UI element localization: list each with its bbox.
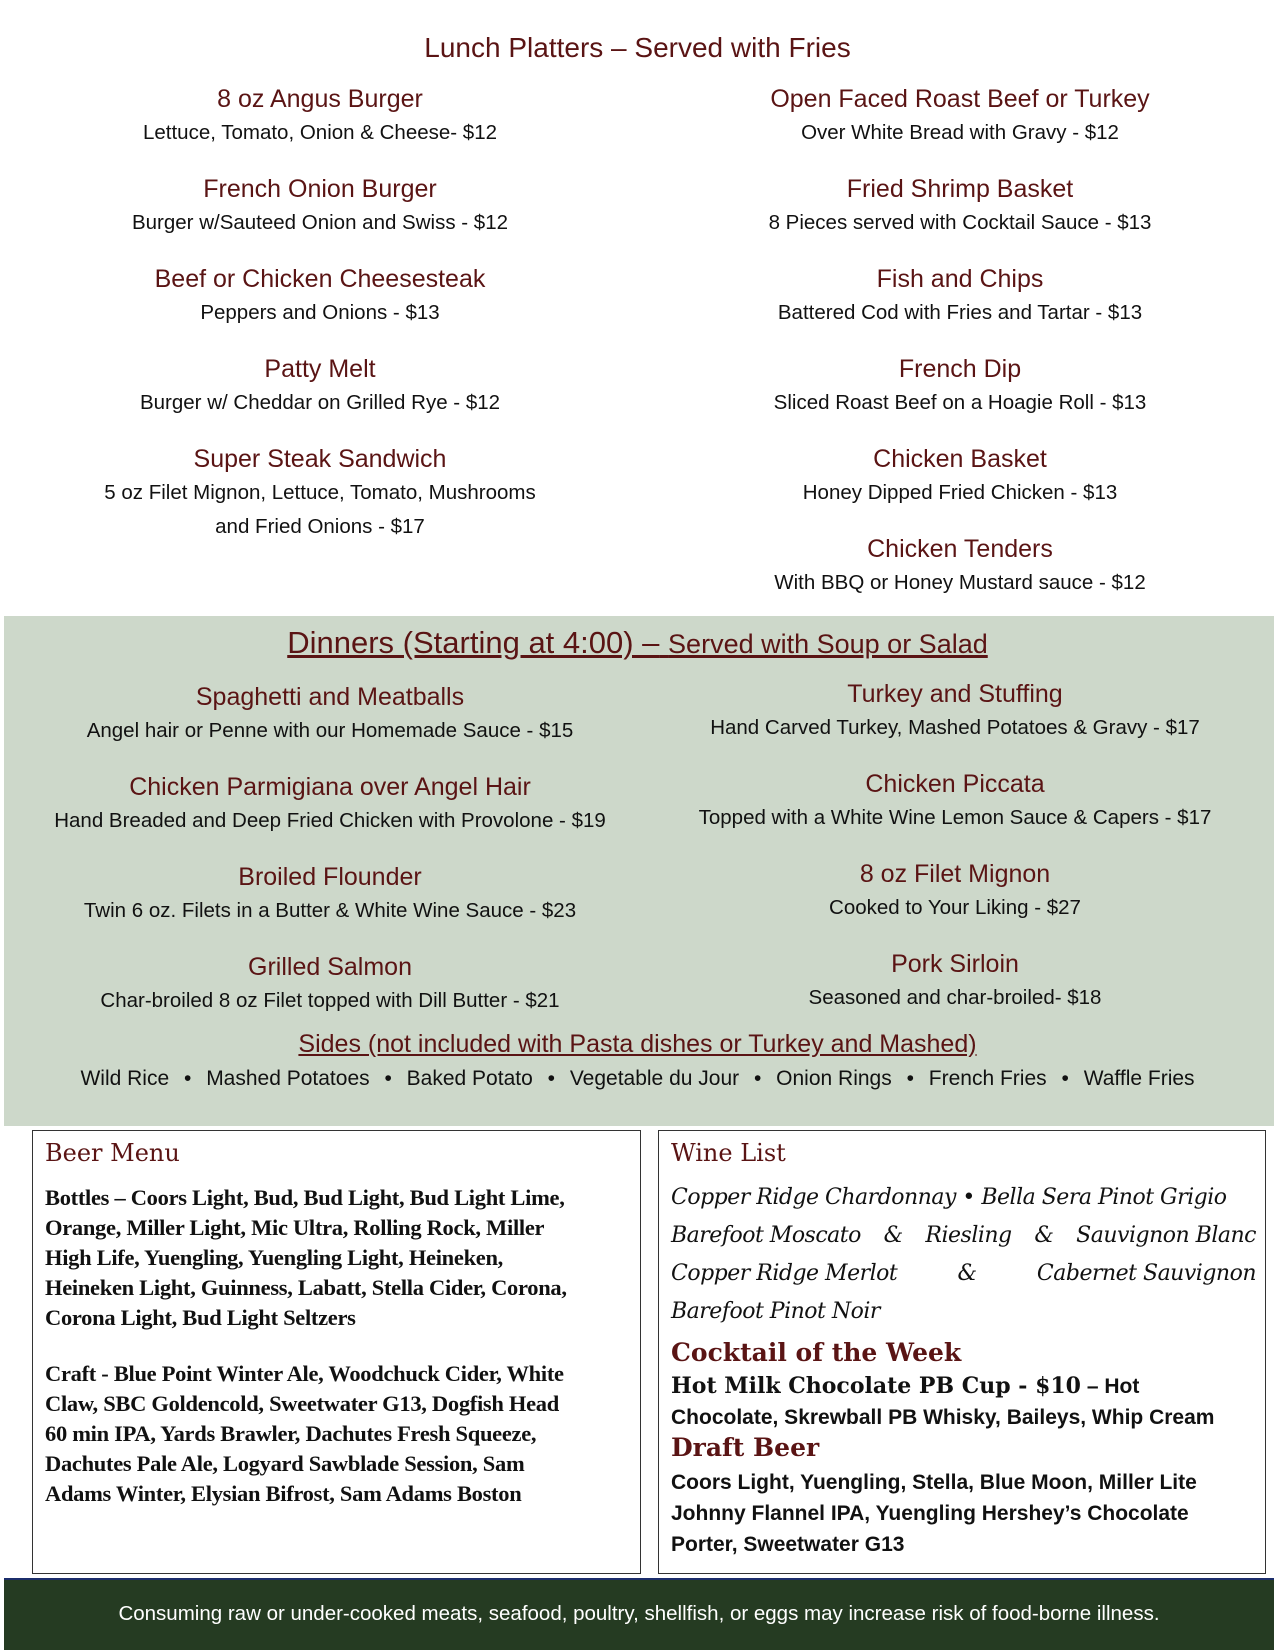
item-name: Spaghetti and Meatballs [195,683,465,711]
menu-item [10,950,650,1018]
item-desc: Cooked to Your Liking - $27 [829,896,1081,919]
menu-item [655,677,1255,745]
item-name: Beef or Chicken Cheesesteak [154,265,486,293]
draft-beer-list [671,1467,1256,1560]
wine-amp: & [1034,1223,1054,1248]
menu-item [40,352,600,420]
item-name: Fried Shrimp Basket [846,175,1074,203]
bottles-line: Heineken Light, Guinness, Labatt, Stella Cider, Corona, [45,1275,567,1300]
bullet-separator: • [183,1067,192,1090]
menu-item [40,262,600,330]
item-desc: Hand Carved Turkey, Mashed Potatoes & Gravy - $17 [710,716,1200,739]
bottles-line: Corona Light, Bud Light Seltzers [45,1305,356,1330]
side-item: French Fries [928,1067,1047,1090]
item-desc: Topped with a White Wine Lemon Sauce & Capers - $17 [698,806,1212,829]
item-name: Pork Sirloin [891,950,1019,978]
draft-beer-title: Draft Beer [671,1433,820,1462]
item-desc: Char-broiled 8 oz Filet topped with Dill Butter - $21 [100,989,560,1012]
craft-line: 60 min IPA, Yards Brawler, Dachutes Fresh Squeeze, [45,1421,537,1446]
menu-item [10,860,650,928]
bullet-separator: • [906,1067,914,1090]
item-name: Grilled Salmon [248,953,412,981]
item-desc: Battered Cod with Fries and Tartar - $13 [777,301,1143,324]
wine-amp: & [957,1261,977,1286]
wine-list-title: Wine List [671,1139,786,1167]
item-name: Chicken Tenders [867,535,1053,563]
side-item: Mashed Potatoes [206,1067,370,1090]
menu-item [680,532,1240,600]
item-name: Chicken Parmigiana over Angel Hair [129,773,531,801]
menu-item [680,442,1240,510]
item-name: Turkey and Stuffing [847,680,1063,708]
item-name: Patty Melt [264,355,376,383]
draft-line: Johnny Flannel IPA, Yuengling Hershey’s Chocolate [671,1502,1189,1525]
item-desc: Angel hair or Penne with our Homemade Sauce - $15 [86,719,574,742]
item-desc: Honey Dipped Fried Chicken - $13 [802,481,1118,504]
draft-line: Coors Light, Yuengling, Stella, Blue Moon, Miller Lite [671,1471,1197,1494]
craft-line: Claw, SBC Goldencold, Sweetwater G13, Dogfish Head [45,1391,559,1416]
item-name: Chicken Piccata [865,770,1045,798]
item-name: 8 oz Filet Mignon [859,860,1051,888]
item-desc: Sliced Roast Beef on a Hoagie Roll - $13 [773,391,1147,414]
item-desc: Hand Breaded and Deep Fried Chicken with Provolone - $19 [54,809,606,832]
item-name: French Dip [898,355,1022,383]
menu-item [655,857,1255,925]
menu-item [680,352,1240,420]
menu-item [680,172,1240,240]
wine-line: Barefoot Pinot Noir [671,1299,880,1324]
side-item: Wild Rice [80,1067,170,1090]
side-item: Baked Potato [406,1067,533,1090]
item-name: Chicken Basket [873,445,1047,473]
wine-line [671,1255,1256,1293]
draft-line: Porter, Sweetwater G13 [671,1533,905,1556]
craft-line: Adams Winter, Elysian Bifrost, Sam Adams Boston [45,1481,522,1506]
beer-menu-box [32,1130,641,1574]
item-desc: Twin 6 oz. Filets in a Butter & White Wine Sauce - $23 [83,899,577,922]
beer-menu-title: Beer Menu [45,1139,180,1167]
item-name: Broiled Flounder [238,863,422,891]
cocktail-desc-start: – Hot [1086,1375,1140,1398]
item-name: Fish and Chips [876,265,1044,293]
item-desc: Seasoned and char-broiled- $18 [808,986,1102,1009]
item-desc: 5 oz Filet Mignon, Lettuce, Tomato, Mushrooms [104,481,536,504]
bottles-line: High Life, Yuengling, Yuengling Light, Heineken, [45,1245,504,1270]
menu-item [680,262,1240,330]
menu-item [40,82,600,150]
wine-name: Sauvignon Blanc [1076,1223,1256,1248]
food-safety-notice: Consuming raw or under-cooked meats, seafood, poultry, shellfish, or eggs may increase risk of food-borne illness. [118,1602,1160,1625]
menu-item [40,442,600,544]
dinner-title-main: Dinners (Starting at 4:00) – [287,625,660,660]
footer-banner [4,1578,1274,1650]
item-desc: Peppers and Onions - $13 [200,301,440,324]
bullet-separator: • [384,1067,392,1090]
wine-list-box [658,1130,1266,1574]
menu-item [40,172,600,240]
bullet-separator: • [1061,1067,1069,1090]
cocktail-title: Cocktail of the Week [671,1338,962,1367]
item-desc: Over White Bread with Gravy - $12 [801,121,1119,144]
wine-amp: & [883,1223,903,1248]
dinner-section-title [0,625,1275,661]
craft-line: Craft - Blue Point Winter Ale, Woodchuck Cider, White [45,1361,564,1386]
menu-item [10,680,650,748]
menu-item [655,947,1255,1015]
bullet-separator: • [547,1067,555,1090]
craft-list [45,1359,625,1509]
item-name: Open Faced Roast Beef or Turkey [770,85,1150,113]
cocktail-name: Hot Milk Chocolate PB Cup - $10 [671,1373,1081,1399]
wine-line: Copper Ridge Chardonnay • Bella Sera Pinot Grigio [671,1185,1227,1210]
bullet-separator: • [753,1067,762,1090]
bottles-line: Orange, Miller Light, Mic Ultra, Rolling Rock, Miller [45,1215,545,1240]
wine-name: Copper Ridge Merlot [671,1261,898,1286]
menu-item [10,770,650,838]
item-desc: Burger w/ Cheddar on Grilled Rye - $12 [139,391,501,414]
side-item: Waffle Fries [1083,1067,1195,1090]
wine-name: Riesling [925,1223,1012,1248]
cocktail-desc-rest: Chocolate, Skrewball PB Whisky, Baileys, Whip Cream [671,1406,1215,1429]
craft-line: Dachutes Pale Ale, Logyard Sawblade Session, Sam [45,1451,525,1476]
bottles-line: Bottles – Coors Light, Bud, Bud Light, Bud Light Lime, [45,1185,565,1210]
item-name: French Onion Burger [203,175,437,203]
side-item: Vegetable du Jour [569,1067,740,1090]
item-desc: 8 Pieces served with Cocktail Sauce - $13 [768,211,1152,234]
item-name: 8 oz Angus Burger [217,85,423,113]
wine-line [671,1217,1256,1255]
item-desc: With BBQ or Honey Mustard sauce - $12 [774,571,1146,594]
wine-name: Barefoot Moscato [671,1223,861,1248]
dinner-title-sub: Served with Soup or Salad [668,629,988,659]
side-item: Onion Rings [776,1067,892,1090]
sides-list [0,1067,1275,1091]
item-desc: Lettuce, Tomato, Onion & Cheese- $12 [142,121,498,144]
cocktail-desc [671,1371,1256,1433]
menu-item [680,82,1240,150]
item-name: Super Steak Sandwich [193,445,447,473]
item-desc: and Fried Onions - $17 [215,515,425,538]
bottles-list [45,1183,625,1333]
sides-title: Sides (not included with Pasta dishes or Turkey and Mashed) [298,1030,977,1058]
wine-name: Cabernet Sauvignon [1036,1261,1256,1286]
lunch-section-title: Lunch Platters – Served with Fries [424,32,851,63]
item-desc: Burger w/Sauteed Onion and Swiss - $12 [131,211,509,234]
menu-item [655,767,1255,835]
